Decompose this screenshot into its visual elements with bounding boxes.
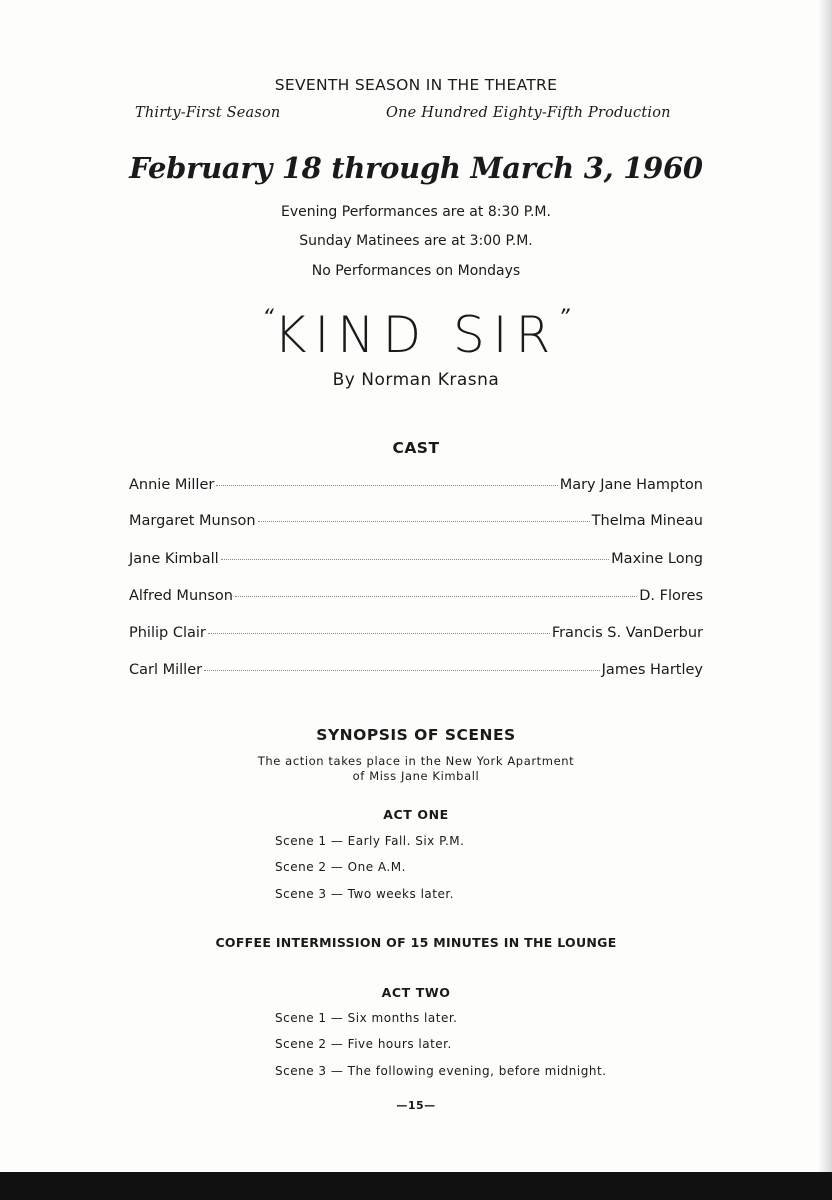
leader-dots [258,521,590,522]
page-edge-shadow [818,0,832,1172]
cast-actor: Thelma Mineau [591,513,703,529]
cast-row [129,625,703,647]
play-author: By Norman Krasna [332,370,500,390]
cast-role: Jane Kimball [129,551,219,567]
cast-actor: Mary Jane Hampton [559,477,703,493]
play-title [0,306,832,364]
play-title-text: KIND SIR [273,306,559,364]
run-dates: February 18 through March 3, 1960 [129,151,703,185]
cast-row [129,662,703,684]
scene-line: Scene 1 — Six months later. [275,1011,458,1025]
cast-actor: Francis S. VanDerbur [551,625,703,641]
cast-row [129,477,703,499]
scene-line: Scene 1 — Early Fall. Six P.M. [275,834,465,848]
cast-heading: CAST [392,439,440,457]
leader-dots [208,633,550,634]
cast-row [129,588,703,610]
page-number: —15— [396,1099,436,1112]
production-number: One Hundred Eighty-Fifth Production [386,105,671,121]
synopsis-description-line2: of Miss Jane Kimball [352,769,480,783]
scene-line: Scene 2 — Five hours later. [275,1037,452,1051]
synopsis-description-line1: The action takes place in the New York Apartment [257,754,575,768]
open-quote: “ [262,306,274,331]
cast-actor: D. Flores [639,588,703,604]
cast-role: Philip Clair [129,625,206,641]
cast-role: Alfred Munson [129,588,233,604]
act-one-heading: ACT ONE [383,807,449,822]
cast-actor: Maxine Long [611,551,703,567]
performance-matinee: Sunday Matinees are at 3:00 P.M. [299,233,533,249]
season-line: SEVENTH SEASON IN THE THEATRE [274,76,558,94]
cast-role: Carl Miller [129,662,203,678]
cast-role: Annie Miller [129,477,215,493]
scene-line: Scene 2 — One A.M. [275,860,406,874]
cast-row [129,551,703,573]
scene-line: Scene 3 — The following evening, before midnight. [275,1064,607,1078]
close-quote: ” [558,306,570,331]
season-number: Thirty-First Season [135,105,281,121]
performance-mondays: No Performances on Mondays [311,263,521,279]
scene-line: Scene 3 — Two weeks later. [275,887,454,901]
scan-bottom-band [0,1172,832,1200]
cast-actor: James Hartley [601,662,703,678]
intermission-note: COFFEE INTERMISSION OF 15 MINUTES IN THE LOUNGE [215,935,617,950]
leader-dots [216,485,557,486]
cast-row [129,513,703,535]
leader-dots [204,670,600,671]
leader-dots [235,596,637,597]
cast-role: Margaret Munson [129,513,256,529]
act-two-heading: ACT TWO [381,985,451,1000]
leader-dots [221,559,609,560]
performance-evening: Evening Performances are at 8:30 P.M. [281,204,551,220]
synopsis-heading: SYNOPSIS OF SCENES [316,726,516,744]
